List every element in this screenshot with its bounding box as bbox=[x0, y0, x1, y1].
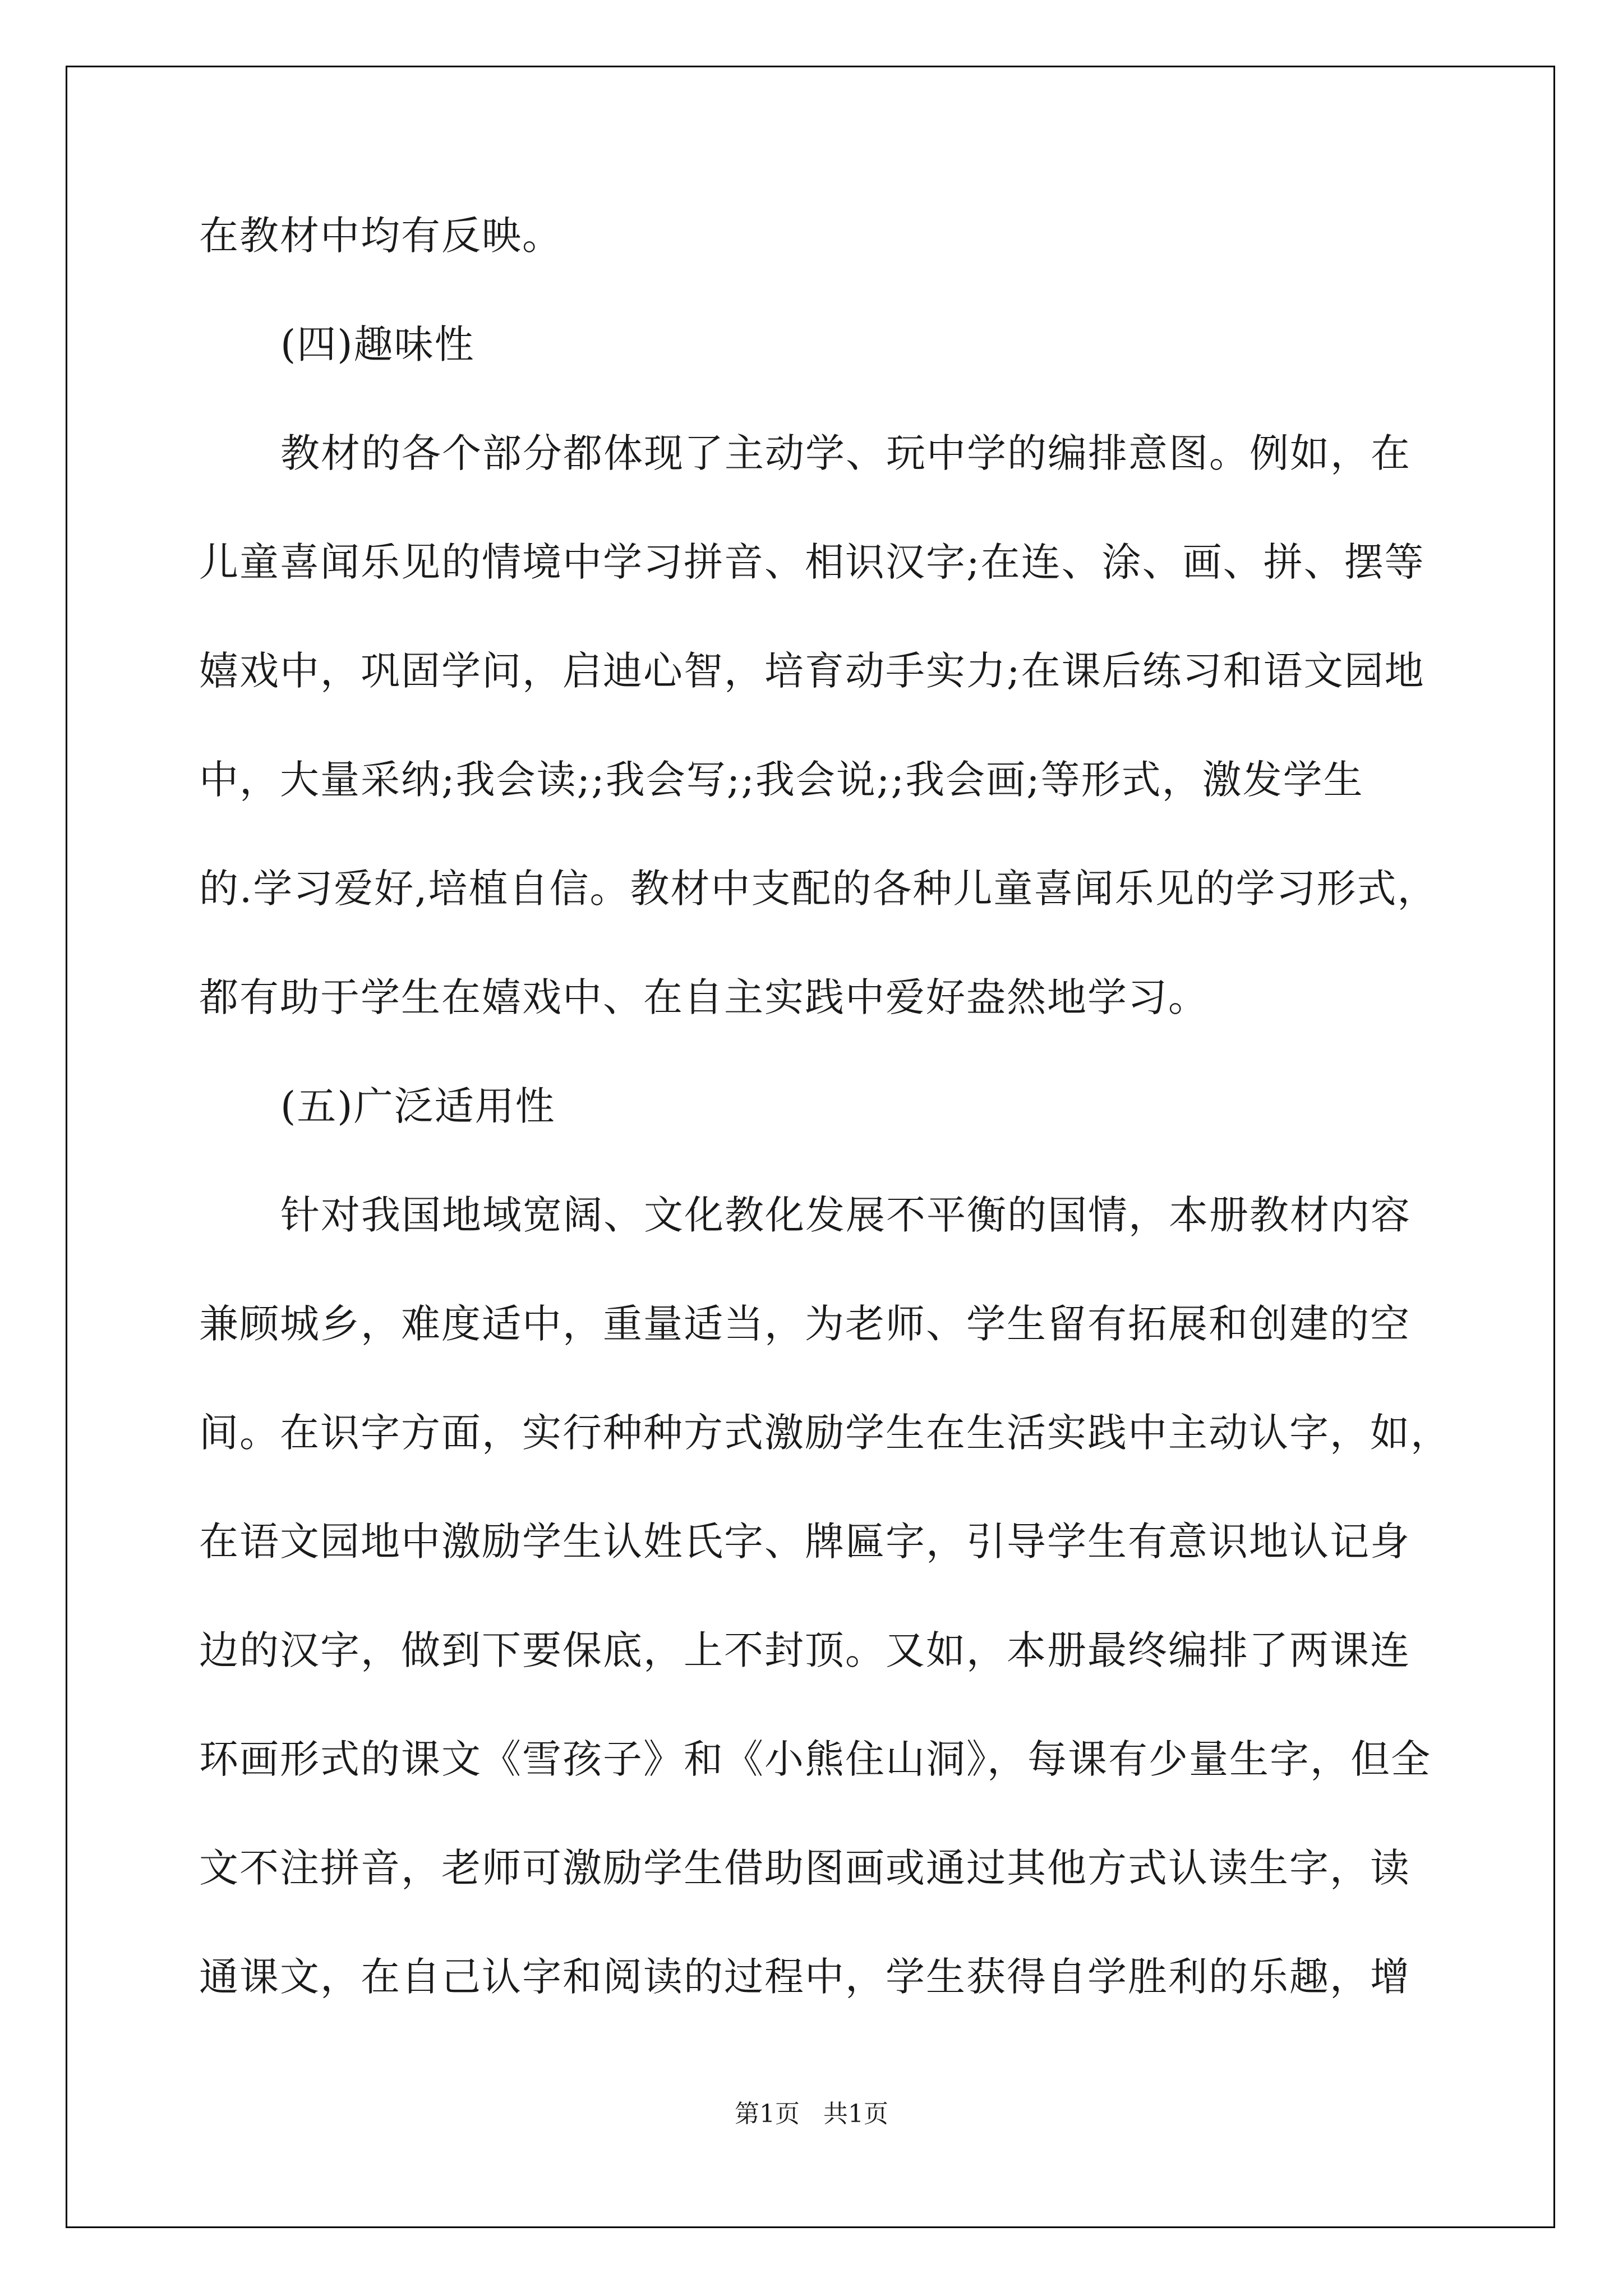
text-line: 在语文园地中激励学生认姓氏字、牌匾字，引导学生有意识地认记身 bbox=[199, 1519, 1410, 1565]
text-line: 在教材中均有反映。 bbox=[199, 213, 562, 259]
text-line: (五)广泛适用性 bbox=[280, 1083, 556, 1129]
text-line: 的.学习爱好,培植自信。教材中支配的各种儿童喜闻乐见的学习形式， bbox=[199, 866, 1438, 912]
text-line: 通课文，在自己认字和阅读的过程中，学生获得自学胜利的乐趣，增 bbox=[199, 1954, 1410, 2000]
page-number-footer: 第1页 共1页 bbox=[735, 2100, 888, 2128]
text-line: 教材的各个部分都体现了主动学、玩中学的编排意图。例如，在 bbox=[280, 430, 1411, 476]
text-line: 都有助于学生在嬉戏中、在自主实践中爱好盎然地学习。 bbox=[199, 974, 1209, 1020]
document-body bbox=[199, 208, 1451, 2058]
text-line: 边的汉字，做到下要保底，上不封顶。又如，本册最终编排了两课连 bbox=[199, 1627, 1410, 1673]
text-line: 间。在识字方面，实行种种方式激励学生在生活实践中主动认字，如， bbox=[199, 1410, 1451, 1456]
text-line: 针对我国地域宽阔、文化教化发展不平衡的国情，本册教材内容 bbox=[280, 1192, 1411, 1238]
text-line: 环画形式的课文《雪孩子》和《小熊住山洞》，每课有少量生字，但全 bbox=[199, 1736, 1431, 1782]
text-line: 文不注拼音，老师可激励学生借助图画或通过其他方式认读生字，读 bbox=[199, 1845, 1410, 1891]
text-line: (四)趣味性 bbox=[280, 321, 475, 367]
text-line: 嬉戏中，巩固学问，启迪心智，培育动手实力;在课后练习和语文园地 bbox=[199, 648, 1425, 694]
text-line: 兼顾城乡，难度适中，重量适当，为老师、学生留有拓展和创建的空 bbox=[199, 1301, 1410, 1347]
text-line: 中，大量采纳;我会读;;我会写;;我会说;;我会画;等形式，激发学生 bbox=[199, 757, 1364, 803]
text-line: 儿童喜闻乐见的情境中学习拼音、相识汉字;在连、涂、画、拼、摆等 bbox=[199, 539, 1425, 585]
